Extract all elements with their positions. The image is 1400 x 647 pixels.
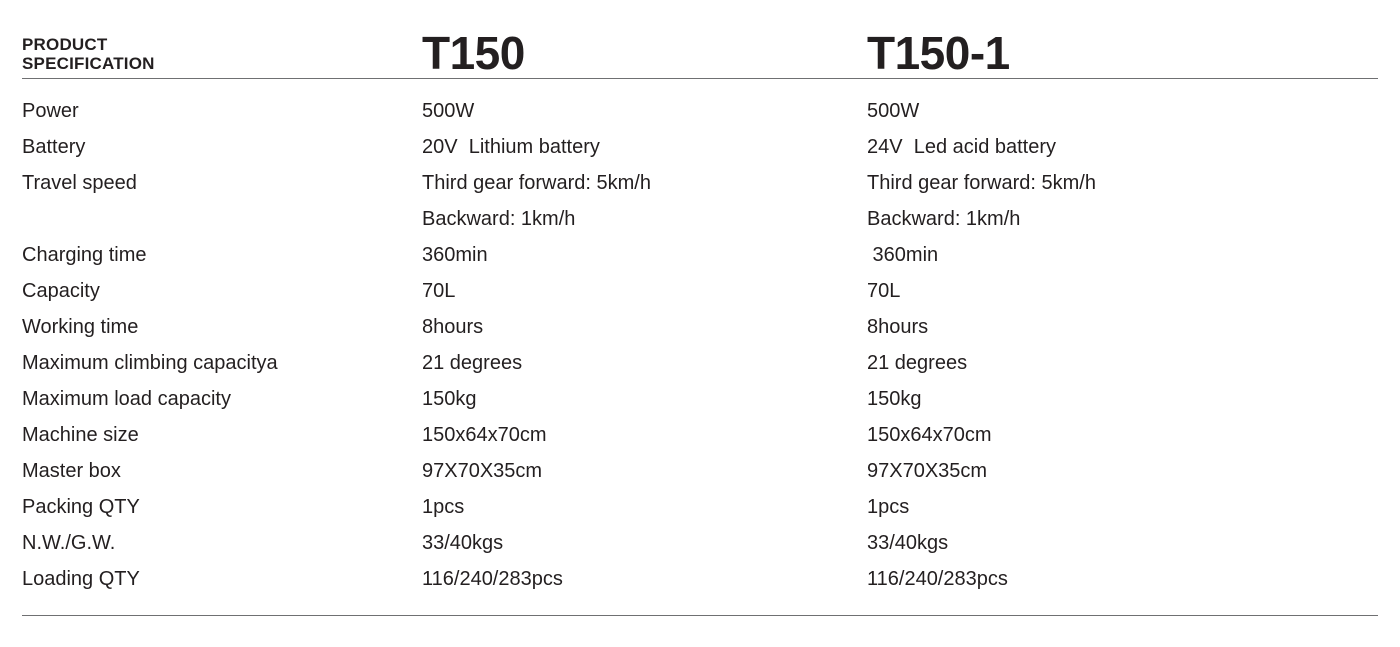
row-value-a: 360min — [422, 244, 488, 266]
row-value-b: 21 degrees — [867, 352, 968, 374]
model-b-header — [867, 27, 1378, 79]
row-value-b: 24V Led acid battery — [867, 136, 1057, 158]
footer-divider — [22, 615, 1378, 616]
row-value-a: Third gear forward: 5km/h — [422, 172, 651, 194]
table-row — [22, 309, 1378, 345]
row-value-b: Backward: 1km/h — [867, 208, 1021, 230]
row-value-b: 150x64x70cm — [867, 424, 992, 446]
row-value-a: 20V Lithium battery — [422, 136, 600, 158]
table-row — [22, 273, 1378, 309]
table-row — [22, 525, 1378, 561]
row-label: Maximum climbing capacitya — [22, 352, 278, 374]
model-a-header — [422, 27, 867, 79]
table-row — [22, 561, 1378, 597]
row-label: Maximum load capacity — [22, 388, 231, 410]
table-row — [22, 165, 1378, 201]
row-label: Working time — [22, 316, 139, 338]
row-label: Battery — [22, 136, 86, 158]
row-value-b: 8hours — [867, 316, 929, 338]
table-row — [22, 237, 1378, 273]
row-value-a: 500W — [422, 100, 475, 122]
table-row — [22, 489, 1378, 525]
row-value-b: 500W — [867, 100, 920, 122]
row-value-a: 150kg — [422, 388, 477, 410]
spec-title-line2: SPECIFICATION — [22, 54, 155, 74]
spec-title-line1: PRODUCT — [22, 34, 108, 54]
row-value-b: 360min — [867, 244, 939, 266]
table-row — [22, 381, 1378, 417]
row-label: Packing QTY — [22, 496, 140, 518]
table-row — [22, 453, 1378, 489]
row-value-a: 70L — [422, 280, 456, 302]
footer-spacer — [22, 597, 1378, 615]
row-label: Charging time — [22, 244, 147, 266]
table-row — [22, 93, 1378, 129]
spec-header — [22, 0, 1378, 78]
row-value-a: 33/40kgs — [422, 532, 504, 554]
row-value-b: 33/40kgs — [867, 532, 949, 554]
row-label: Capacity — [22, 280, 100, 302]
row-value-a: 116/240/283pcs — [422, 568, 563, 590]
table-row-continuation — [22, 201, 1378, 237]
row-value-a: Backward: 1km/h — [422, 208, 576, 230]
row-value-a: 150x64x70cm — [422, 424, 547, 446]
model-a-name: T150 — [422, 27, 525, 79]
row-label: Power — [22, 100, 79, 122]
row-value-b: 116/240/283pcs — [867, 568, 1008, 590]
row-label: Travel speed — [22, 172, 137, 194]
spec-title-block — [22, 35, 422, 78]
row-value-b: 97X70X35cm — [867, 460, 988, 482]
spec-title — [22, 35, 422, 78]
row-value-b: Third gear forward: 5km/h — [867, 172, 1096, 194]
model-b-name: T150-1 — [867, 27, 1010, 79]
row-value-b: 70L — [867, 280, 901, 302]
row-label: Master box — [22, 460, 121, 482]
row-value-a: 97X70X35cm — [422, 460, 543, 482]
row-value-a: 1pcs — [422, 496, 465, 518]
table-row — [22, 345, 1378, 381]
row-label: Loading QTY — [22, 568, 140, 590]
row-value-a: 21 degrees — [422, 352, 523, 374]
row-value-b: 150kg — [867, 388, 922, 410]
table-row — [22, 129, 1378, 165]
row-value-a: 8hours — [422, 316, 484, 338]
table-row — [22, 417, 1378, 453]
row-label: N.W./G.W. — [22, 532, 116, 554]
row-label: Machine size — [22, 424, 139, 446]
spec-table — [22, 79, 1378, 597]
row-value-b: 1pcs — [867, 496, 910, 518]
